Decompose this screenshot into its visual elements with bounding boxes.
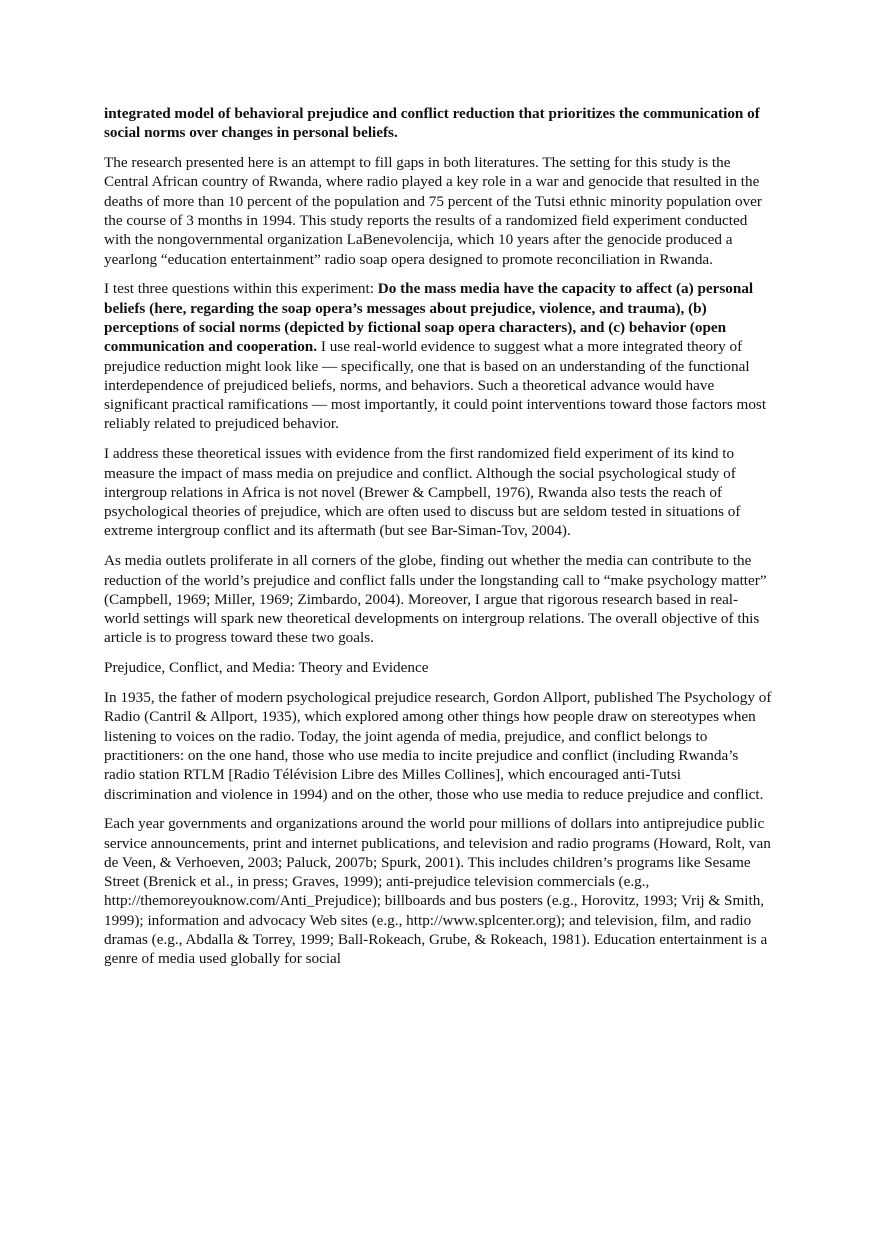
research-questions-bold: Do the mass media have the capacity to affect (a) personal beliefs (here, regarding the soap opera’s messages about prejudice, violence, and trauma), (b) perceptions of social norms (depicted by fictional soap opera characters), and (c) behavior (open communication and cooperation. [104,280,754,356]
paragraph-continued-summary: integrated model of behavioral prejudice and conflict reduction that prioritizes the communication of social norms over changes in personal beliefs. [104,105,760,142]
research-questions-intro: I test three questions within this experiment: [104,280,378,298]
paragraph-antiprejudice-media: Each year governments and organizations around the world pour millions of dollars into antiprejudice public service announcements, print and internet publications, and television and radio programs (Howard, Rolt, van de Veen, & Verhoeven, 2003; Paluck, 2007b; Spurk, 2001). This includes children’s programs like Sesame Street (Brenick et al., in press; Graves, 1999); anti-prejudice television commercials (e.g., http://themoreyouknow.com/Anti_Prejudice); billboards and bus posters (e.g., Horovitz, 1993; Vrij & Smith, 1999); information and advocacy Web sites (e.g., http://www.splcenter.org); and television, film, and radio dramas (e.g., Abdalla & Torrey, 1999; Ball-Rokeach, Grube, & Rokeach, 1981). Education entertainment is a genre of media used globally for social [104,815,771,968]
paragraph-allport-history: In 1935, the father of modern psychological prejudice research, Gordon Allport, published The Psychology of Radio (Cantril & Allport, 1935), which explored among other things how people draw on stereotypes when listening to voices on the radio. Today, the joint agenda of media, prejudice, and conflict belongs to practitioners: on the one hand, those who use media to incite prejudice and conflict (including Rwanda’s radio station RTLM [Radio Télévision Libre des Milles Collines], which encouraged anti-Tutsi discrimination and violence in 1994) and on the other, those who use media to reduce prejudice and conflict. [104,689,772,803]
section-heading: Prejudice, Conflict, and Media: Theory and Evidence [104,659,429,677]
research-questions-rest: I use real-world evidence to suggest what a more integrated theory of prejudice reduction might look like — specifically, one that is based on an understanding of the functional interdependence of prejudiced beliefs, norms, and behaviors. Such a theoretical advance would have significant practical ramifications — most importantly, it could point interventions toward those factors most reliably related to prejudiced behavior. [104,338,767,433]
paragraph-study-setting: The research presented here is an attempt to fill gaps in both literatures. The setting for this study is the Central African country of Rwanda, where radio played a key role in a war and genocide that resulted in the deaths of more than 10 percent of the population and 75 percent of the Tutsi ethnic minority population over the course of 3 months in 1994. This study reports the results of a randomized field experiment conducted with the nongovernmental organization LaBenevolencija, which 10 years after the genocide produced a yearlong “education entertainment” radio soap opera designed to promote reconciliation in Rwanda. [104,154,762,268]
paragraph-media-proliferation: As media outlets proliferate in all corners of the globe, finding out whether the media can contribute to the reduction of the world’s prejudice and conflict falls under the longstanding call to “make psychology matter” (Campbell, 1969; Miller, 1969; Zimbardo, 2004). Moreover, I argue that rigorous research based in real-world settings will spark new theoretical developments on intergroup relations. The overall objective of this article is to progress toward these two goals. [104,552,767,647]
document-page [104,104,772,979]
paragraph-research-questions [104,279,772,433]
paragraph-theoretical-issues: I address these theoretical issues with evidence from the first randomized field experiment of its kind to measure the impact of mass media on prejudice and conflict. Although the social psychological study of intergroup relations in Africa is not novel (Brewer & Campbell, 1976), Rwanda also tests the reach of psychological theories of prejudice, which are often used to discuss but are seldom tested in situations of extreme intergroup conflict and its aftermath (but see Bar-Siman-Tov, 2004). [104,445,741,540]
